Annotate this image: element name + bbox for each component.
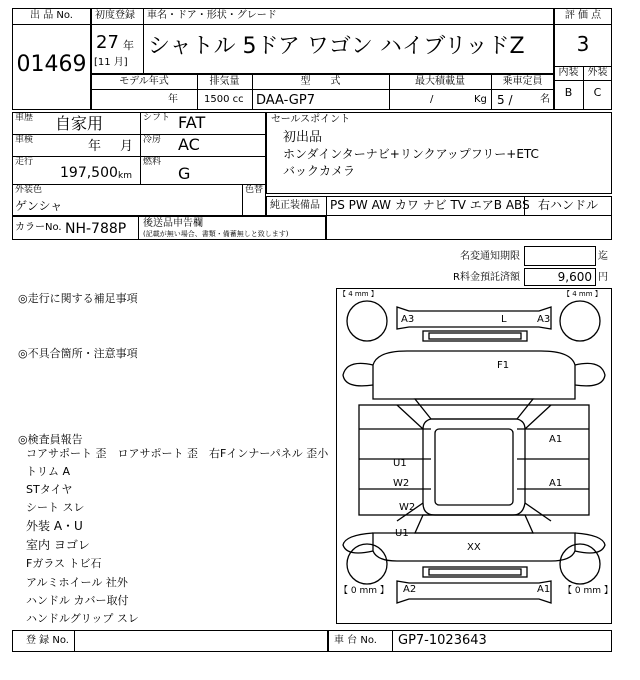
inspector-line-9: ハンドル カバー取付 bbox=[26, 594, 129, 607]
interior-label: 内装 bbox=[558, 67, 579, 78]
sales-points-label: セールスポイント bbox=[271, 114, 351, 125]
max-load-label: 最大積載量 bbox=[415, 76, 465, 87]
inspector-line-3: STタイヤ bbox=[26, 483, 73, 496]
color-number-label: カラーNo. bbox=[15, 222, 62, 233]
equipment-label: 純正装備品 bbox=[270, 200, 320, 211]
fuel-label: 燃料 bbox=[143, 157, 162, 167]
equipment-items: PS PW AW カワ ナビ TV エアB ABS bbox=[330, 198, 530, 212]
front-bumper bbox=[397, 307, 551, 329]
usage-value: 自家用 bbox=[55, 114, 104, 133]
usage-label: 車歴 bbox=[15, 113, 34, 123]
color-change-label: 色替 bbox=[245, 185, 264, 195]
color-number-value: NH-788P bbox=[65, 221, 127, 237]
right-quarter bbox=[575, 533, 605, 553]
mark-left-front-door-u: U1 bbox=[393, 458, 407, 469]
max-load-unit: Kg bbox=[474, 94, 487, 105]
first-registration-label: 初度登録 bbox=[95, 10, 135, 21]
score-label: 評 価 点 bbox=[564, 10, 602, 21]
sales-point-3: バックカメラ bbox=[283, 164, 356, 178]
chassis-number-label: 車 台 No. bbox=[334, 635, 377, 646]
rear-bumper bbox=[397, 581, 551, 603]
model-year-unit: 年 bbox=[168, 94, 178, 105]
capacity-label: 乗車定員 bbox=[502, 76, 543, 87]
exterior-color-label: 外装色 bbox=[15, 185, 43, 195]
defect-notes-label: ◎不具合箇所・注意事項 bbox=[18, 347, 138, 360]
tire-rear-left-depth: 【 0 mm 】 bbox=[339, 586, 389, 596]
exterior-label: 外装 bbox=[587, 67, 608, 78]
inspector-line-1: コアサポート 歪 ロアサポート 歪 右Fインナーパネル 歪小 bbox=[26, 447, 329, 460]
mark-hood: F1 bbox=[497, 360, 510, 371]
roof bbox=[423, 419, 525, 515]
wheel-front-left-icon bbox=[347, 301, 387, 341]
windshield bbox=[415, 399, 533, 419]
capacity-unit: 名 bbox=[540, 94, 550, 105]
mark-left-rear-u: U1 bbox=[395, 528, 409, 539]
chassis-number-value: GP7-1023643 bbox=[398, 633, 487, 648]
vehicle-name: シャトル 5ドア ワゴン ハイブリッドZ bbox=[148, 34, 525, 59]
mark-front-right: A3 bbox=[537, 314, 551, 325]
mark-rear-left: A2 bbox=[403, 584, 417, 595]
left-quarter bbox=[343, 533, 373, 553]
lot-number-label: 出 品 No. bbox=[30, 10, 73, 21]
inspector-line-10: ハンドルグリップ スレ bbox=[26, 612, 139, 625]
capacity-value: 5 / bbox=[497, 93, 513, 107]
sales-point-1: 初出品 bbox=[283, 130, 323, 145]
first-registration-year: 27 bbox=[96, 32, 119, 53]
shift-value: FAT bbox=[178, 113, 206, 132]
title-deadline-unit: 迄 bbox=[598, 251, 608, 262]
inspector-line-8: アルミホイール 社外 bbox=[26, 576, 128, 589]
max-load-separator: / bbox=[430, 94, 434, 105]
ac-value: AC bbox=[178, 135, 200, 154]
title-deadline-label: 名変通知期限 bbox=[460, 251, 520, 262]
model-grade-label: 車名・ドア・形状・グレード bbox=[147, 10, 277, 21]
inspection-label: 車検 bbox=[15, 135, 34, 145]
title-deadline-value bbox=[524, 246, 596, 266]
type-value: DAA-GP7 bbox=[256, 93, 315, 108]
mark-right-rear-door: A1 bbox=[549, 478, 563, 489]
model-year-label: モデル年式 bbox=[119, 76, 169, 87]
left-fender bbox=[343, 363, 373, 386]
equipment-blank bbox=[326, 216, 612, 240]
inspector-line-6: 室内 ヨゴレ bbox=[26, 538, 90, 552]
inspector-line-5: 外装 A・U bbox=[26, 519, 83, 533]
wheel-rear-right-icon bbox=[560, 544, 600, 584]
recycle-fee-value: 9,600 bbox=[557, 270, 592, 284]
mark-right-front-door: A1 bbox=[549, 434, 563, 445]
inspector-line-2: トリム A bbox=[26, 465, 71, 478]
mileage-value: 197,500 bbox=[60, 165, 118, 181]
wheel-front-right-icon bbox=[560, 301, 600, 341]
hood bbox=[373, 351, 575, 399]
mark-front-left: A3 bbox=[401, 314, 415, 325]
aftermarket-note: (記載が無い場合、書類・備蓄無しと致します) bbox=[143, 230, 289, 238]
driving-notes-label: ◎走行に関する補足事項 bbox=[18, 292, 138, 305]
wheel-rear-left-icon bbox=[347, 544, 387, 584]
aftermarket-label: 後送品申告欄 bbox=[143, 218, 203, 229]
right-fender bbox=[575, 363, 605, 386]
mark-rear-right: A1 bbox=[537, 584, 551, 595]
type-label: 型 式 bbox=[300, 76, 341, 87]
sales-point-2: ホンダインターナビ+リンクアップフリー+ETC bbox=[283, 147, 539, 161]
tire-front-left-depth: 【 4 mm 】 bbox=[339, 290, 378, 298]
displacement-value: 1500 cc bbox=[204, 94, 244, 105]
first-registration-month: [11 月] bbox=[94, 57, 128, 68]
inspector-line-4: シート スレ bbox=[26, 501, 85, 514]
displacement-label: 排気量 bbox=[209, 76, 240, 87]
score-value: 3 bbox=[576, 32, 590, 56]
inspection-year-unit: 年 bbox=[88, 139, 102, 154]
mileage-unit: km bbox=[118, 171, 132, 181]
mark-left-rear-w: W2 bbox=[399, 502, 416, 513]
inspection-month-unit: 月 bbox=[120, 139, 134, 154]
ac-label: 冷房 bbox=[143, 135, 162, 145]
recycle-fee-label: R料金預託済額 bbox=[453, 272, 520, 283]
tire-front-right-depth: 【 4 mm 】 bbox=[563, 290, 602, 298]
fuel-value: G bbox=[178, 164, 191, 183]
recycle-fee-unit: 円 bbox=[598, 272, 608, 283]
inspector-line-7: Fガラス トビ石 bbox=[26, 557, 102, 570]
car-outline-svg bbox=[337, 289, 611, 623]
exterior-color-value: ゲンシャ bbox=[15, 199, 63, 213]
mark-left-front-door-w: W2 bbox=[393, 478, 410, 489]
rear-window bbox=[415, 515, 533, 533]
tire-rear-right-depth: 【 0 mm 】 bbox=[563, 586, 613, 596]
interior-grade: B bbox=[564, 86, 573, 99]
exterior-grade: C bbox=[593, 86, 602, 99]
lot-number: 01469 bbox=[16, 52, 87, 77]
shift-label: シフト bbox=[143, 113, 171, 123]
mileage-label: 走行 bbox=[15, 157, 34, 167]
vehicle-damage-diagram bbox=[336, 288, 612, 624]
registration-number-label: 登 録 No. bbox=[26, 635, 69, 646]
mark-tailgate: XX bbox=[467, 542, 481, 553]
inspector-report-label: ◎検査員報告 bbox=[18, 433, 83, 446]
steering-position: 右ハンドル bbox=[537, 198, 598, 212]
year-unit: 年 bbox=[123, 39, 134, 52]
mark-front-center: L bbox=[501, 314, 507, 325]
